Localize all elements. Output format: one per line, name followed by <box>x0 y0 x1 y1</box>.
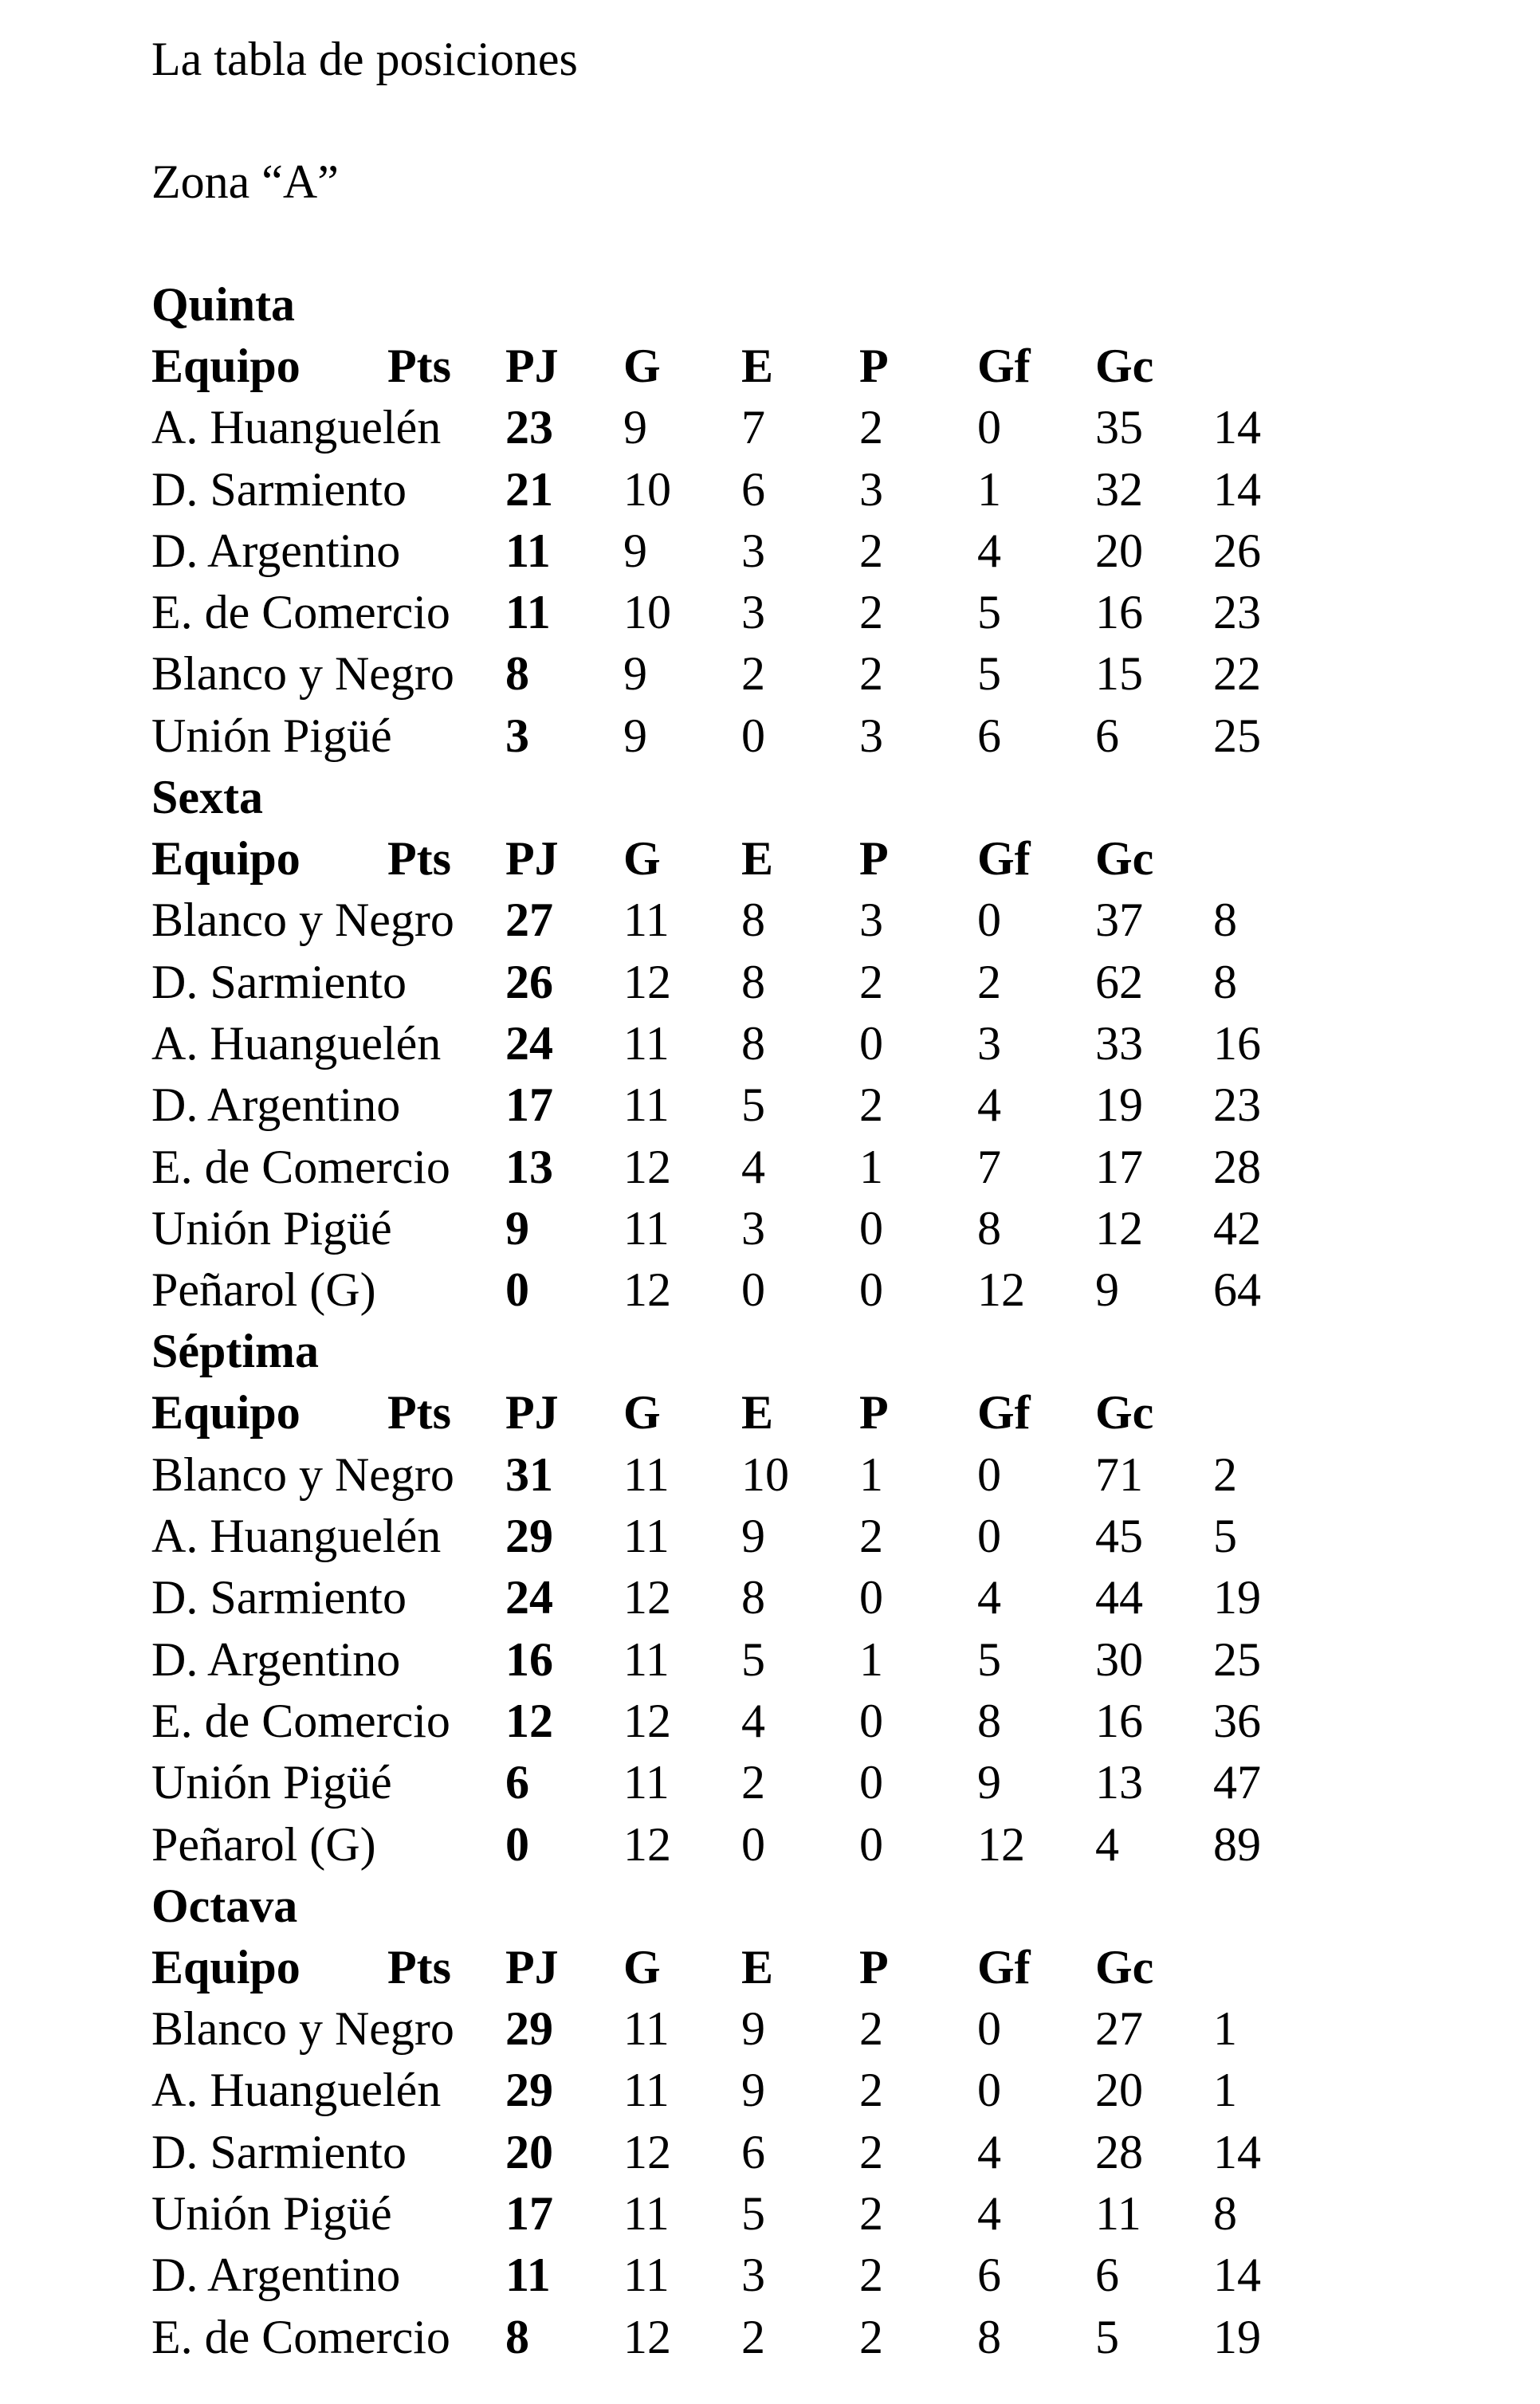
header-g: G <box>623 832 661 886</box>
header-e: E <box>741 1940 774 1994</box>
goals-for: 17 <box>1095 1140 1143 1193</box>
won: 5 <box>741 1632 765 1686</box>
table-row <box>151 520 1507 582</box>
lost: 2 <box>977 955 1001 1008</box>
goals-against: 25 <box>1213 1632 1261 1686</box>
played: 12 <box>623 2125 671 2178</box>
drawn: 2 <box>859 1078 883 1132</box>
drawn: 2 <box>859 955 883 1008</box>
played: 11 <box>623 1201 670 1255</box>
drawn: 2 <box>859 586 883 639</box>
points: 29 <box>505 2002 553 2056</box>
goals-for: 11 <box>1095 2187 1141 2241</box>
goals-against: 25 <box>1213 709 1261 762</box>
lost: 12 <box>977 1817 1025 1871</box>
points: 16 <box>505 1632 553 1686</box>
won: 6 <box>741 2125 765 2178</box>
lost: 0 <box>977 894 1001 947</box>
header-e: E <box>741 1386 774 1440</box>
table-row <box>151 1691 1507 1752</box>
header-p: P <box>859 1940 889 1994</box>
section-title: Sexta <box>151 771 263 824</box>
table-row <box>151 1137 1507 1198</box>
header-e: E <box>741 340 774 392</box>
goals-for: 71 <box>1095 1448 1143 1501</box>
goals-against: 8 <box>1213 2187 1237 2241</box>
won: 8 <box>741 894 765 947</box>
header-gc: Gc <box>1095 340 1154 392</box>
table-row <box>151 2060 1507 2121</box>
table-row <box>151 2183 1507 2245</box>
drawn: 3 <box>859 709 883 762</box>
won: 8 <box>741 1016 765 1070</box>
header-pts: Pts <box>387 1386 451 1440</box>
table-row <box>151 1074 1507 1136</box>
team-name: Blanco y Negro <box>151 647 454 701</box>
played: 12 <box>623 955 671 1008</box>
goals-against: 23 <box>1213 1078 1261 1132</box>
played: 12 <box>623 1817 671 1871</box>
lost: 6 <box>977 2249 1001 2302</box>
drawn: 1 <box>859 1140 883 1193</box>
table-row <box>151 1567 1507 1628</box>
won: 2 <box>741 647 765 701</box>
goals-for: 6 <box>1095 2249 1119 2302</box>
header-p: P <box>859 832 889 886</box>
points: 24 <box>505 1016 553 1070</box>
won: 5 <box>741 2187 765 2241</box>
goals-for: 9 <box>1095 1263 1119 1317</box>
goals-for: 28 <box>1095 2125 1143 2178</box>
points: 9 <box>505 1201 529 1255</box>
goals-for: 32 <box>1095 462 1143 516</box>
goals-against: 19 <box>1213 1571 1261 1624</box>
team-name: Unión Pigüé <box>151 2187 392 2241</box>
points: 0 <box>505 1263 529 1317</box>
goals-against: 2 <box>1213 1448 1237 1501</box>
goals-against: 26 <box>1213 524 1261 577</box>
header-e: E <box>741 832 774 886</box>
played: 9 <box>623 647 647 701</box>
table-row <box>151 643 1507 705</box>
team-name: Blanco y Negro <box>151 1448 454 1501</box>
played: 11 <box>623 1756 670 1809</box>
won: 7 <box>741 401 765 454</box>
lost: 4 <box>977 2187 1001 2241</box>
team-name: D. Sarmiento <box>151 462 407 516</box>
lost: 5 <box>977 647 1001 701</box>
goals-against: 16 <box>1213 1016 1261 1070</box>
lost: 4 <box>977 1571 1001 1624</box>
document-title: La tabla de posiciones <box>151 33 578 85</box>
won: 10 <box>741 1448 789 1501</box>
goals-for: 62 <box>1095 955 1143 1008</box>
team-name: A. Huanguelén <box>151 1016 442 1070</box>
drawn: 0 <box>859 1201 883 1255</box>
played: 9 <box>623 524 647 577</box>
drawn: 1 <box>859 1632 883 1686</box>
document-page <box>151 29 1507 2368</box>
header-g: G <box>623 340 661 392</box>
played: 12 <box>623 1140 671 1193</box>
header-equipo: Equipo <box>151 1386 301 1440</box>
points: 8 <box>505 2310 529 2363</box>
played: 12 <box>623 1694 671 1747</box>
drawn: 0 <box>859 1817 883 1871</box>
table-row <box>151 2245 1507 2306</box>
won: 8 <box>741 1571 765 1624</box>
played: 11 <box>623 894 670 947</box>
goals-against: 5 <box>1213 1510 1237 1563</box>
lost: 4 <box>977 524 1001 577</box>
lost: 4 <box>977 1078 1001 1132</box>
header-gc: Gc <box>1095 832 1154 886</box>
team-name: D. Sarmiento <box>151 2125 407 2178</box>
header-pj: PJ <box>505 832 559 886</box>
points: 11 <box>505 2249 551 2302</box>
played: 11 <box>623 1016 670 1070</box>
header-equipo: Equipo <box>151 1940 301 1994</box>
won: 3 <box>741 2249 765 2302</box>
team-name: Unión Pigüé <box>151 1201 392 1255</box>
lost: 5 <box>977 1632 1001 1686</box>
goals-for: 30 <box>1095 1632 1143 1686</box>
header-equipo: Equipo <box>151 340 301 392</box>
drawn: 2 <box>859 524 883 577</box>
points: 13 <box>505 1140 553 1193</box>
goals-for: 37 <box>1095 894 1143 947</box>
table-row <box>151 459 1507 520</box>
points: 12 <box>505 1694 553 1747</box>
zone-label: Zona “A” <box>151 155 339 208</box>
goals-for: 27 <box>1095 2002 1143 2056</box>
team-name: D. Argentino <box>151 524 401 577</box>
played: 11 <box>623 2249 670 2302</box>
points: 29 <box>505 2064 553 2117</box>
goals-against: 1 <box>1213 2064 1237 2117</box>
goals-for: 4 <box>1095 1817 1119 1871</box>
table-row <box>151 582 1507 643</box>
team-name: Unión Pigüé <box>151 1756 392 1809</box>
lost: 3 <box>977 1016 1001 1070</box>
played: 10 <box>623 462 671 516</box>
drawn: 3 <box>859 462 883 516</box>
table-row <box>151 952 1507 1013</box>
team-name: E. de Comercio <box>151 1694 450 1747</box>
points: 11 <box>505 586 551 639</box>
lost: 6 <box>977 709 1001 762</box>
goals-against: 14 <box>1213 462 1261 516</box>
drawn: 2 <box>859 2064 883 2117</box>
won: 3 <box>741 1201 765 1255</box>
lost: 4 <box>977 2125 1001 2178</box>
points: 27 <box>505 894 553 947</box>
header-gc: Gc <box>1095 1386 1154 1440</box>
table-row <box>151 397 1507 458</box>
points: 20 <box>505 2125 553 2178</box>
drawn: 0 <box>859 1263 883 1317</box>
goals-for: 20 <box>1095 2064 1143 2117</box>
team-name: Peñarol (G) <box>151 1817 376 1871</box>
section-title: Octava <box>151 1879 298 1932</box>
won: 8 <box>741 955 765 1008</box>
team-name: D. Sarmiento <box>151 1571 407 1624</box>
goals-against: 22 <box>1213 647 1261 701</box>
table-row <box>151 1629 1507 1691</box>
header-gf: Gf <box>977 340 1031 392</box>
header-gf: Gf <box>977 1940 1031 1994</box>
won: 9 <box>741 1510 765 1563</box>
team-name: Unión Pigüé <box>151 709 392 762</box>
lost: 1 <box>977 462 1001 516</box>
section-title: Quinta <box>151 278 296 331</box>
goals-for: 16 <box>1095 1694 1143 1747</box>
goals-for: 15 <box>1095 647 1143 701</box>
team-name: D. Argentino <box>151 1632 401 1686</box>
table-row <box>151 2307 1507 2368</box>
points: 6 <box>505 1756 529 1809</box>
drawn: 0 <box>859 1016 883 1070</box>
goals-for: 45 <box>1095 1510 1143 1563</box>
team-name: A. Huanguelén <box>151 2064 442 2117</box>
header-gc: Gc <box>1095 1940 1154 1994</box>
lost: 0 <box>977 401 1001 454</box>
points: 0 <box>505 1817 529 1871</box>
lost: 0 <box>977 2064 1001 2117</box>
played: 10 <box>623 586 671 639</box>
goals-for: 6 <box>1095 709 1119 762</box>
goals-against: 23 <box>1213 586 1261 639</box>
played: 12 <box>623 1263 671 1317</box>
points: 3 <box>505 709 529 762</box>
points: 26 <box>505 955 553 1008</box>
header-equipo: Equipo <box>151 832 301 886</box>
won: 3 <box>741 524 765 577</box>
drawn: 2 <box>859 2187 883 2241</box>
goals-against: 42 <box>1213 1201 1261 1255</box>
goals-against: 1 <box>1213 2002 1237 2056</box>
played: 12 <box>623 1571 671 1624</box>
goals-for: 35 <box>1095 401 1143 454</box>
team-name: A. Huanguelén <box>151 401 442 454</box>
points: 23 <box>505 401 553 454</box>
drawn: 0 <box>859 1694 883 1747</box>
won: 4 <box>741 1140 765 1193</box>
table-row <box>151 1506 1507 1567</box>
played: 11 <box>623 2002 670 2056</box>
goals-for: 16 <box>1095 586 1143 639</box>
won: 5 <box>741 1078 765 1132</box>
won: 6 <box>741 462 765 516</box>
won: 2 <box>741 2310 765 2363</box>
header-pj: PJ <box>505 340 559 392</box>
team-name: A. Huanguelén <box>151 1510 442 1563</box>
table-row <box>151 2122 1507 2183</box>
goals-against: 19 <box>1213 2310 1261 2363</box>
won: 3 <box>741 586 765 639</box>
drawn: 2 <box>859 2249 883 2302</box>
goals-against: 47 <box>1213 1756 1261 1809</box>
team-name: D. Argentino <box>151 2249 401 2302</box>
played: 11 <box>623 1448 670 1501</box>
header-g: G <box>623 1386 661 1440</box>
table-header-row <box>151 336 1507 397</box>
section-title: Séptima <box>151 1325 319 1378</box>
points: 21 <box>505 462 553 516</box>
goals-against: 8 <box>1213 894 1237 947</box>
team-name: D. Sarmiento <box>151 955 407 1008</box>
points: 31 <box>505 1448 553 1501</box>
header-pts: Pts <box>387 340 451 392</box>
goals-against: 89 <box>1213 1817 1261 1871</box>
table-header-row <box>151 828 1507 890</box>
team-name: D. Argentino <box>151 1078 401 1132</box>
won: 0 <box>741 1817 765 1871</box>
goals-against: 64 <box>1213 1263 1261 1317</box>
goals-against: 28 <box>1213 1140 1261 1193</box>
goals-for: 33 <box>1095 1016 1143 1070</box>
table-header-row <box>151 1937 1507 1998</box>
lost: 12 <box>977 1263 1025 1317</box>
points: 8 <box>505 647 529 701</box>
played: 11 <box>623 1510 670 1563</box>
lost: 7 <box>977 1140 1001 1193</box>
won: 4 <box>741 1694 765 1747</box>
points: 29 <box>505 1510 553 1563</box>
drawn: 0 <box>859 1756 883 1809</box>
table-row <box>151 1998 1507 2060</box>
goals-against: 36 <box>1213 1694 1261 1747</box>
played: 11 <box>623 2064 670 2117</box>
team-name: Blanco y Negro <box>151 894 454 947</box>
table-row <box>151 1752 1507 1813</box>
lost: 0 <box>977 1448 1001 1501</box>
goals-against: 8 <box>1213 955 1237 1008</box>
goals-for: 20 <box>1095 524 1143 577</box>
drawn: 2 <box>859 1510 883 1563</box>
lost: 5 <box>977 586 1001 639</box>
table-row <box>151 1444 1507 1506</box>
points: 24 <box>505 1571 553 1624</box>
standings-sections <box>151 274 1507 2368</box>
team-name: Blanco y Negro <box>151 2002 454 2056</box>
lost: 9 <box>977 1756 1001 1809</box>
header-p: P <box>859 1386 889 1440</box>
drawn: 0 <box>859 1571 883 1624</box>
table-header-row <box>151 1382 1507 1444</box>
goals-against: 14 <box>1213 401 1261 454</box>
header-pj: PJ <box>505 1940 559 1994</box>
points: 11 <box>505 524 551 577</box>
goals-against: 14 <box>1213 2125 1261 2178</box>
played: 9 <box>623 709 647 762</box>
won: 0 <box>741 1263 765 1317</box>
goals-for: 12 <box>1095 1201 1143 1255</box>
lost: 8 <box>977 2310 1001 2363</box>
won: 2 <box>741 1756 765 1809</box>
drawn: 1 <box>859 1448 883 1501</box>
standings-section-sexta <box>151 767 1507 1321</box>
lost: 0 <box>977 1510 1001 1563</box>
goals-for: 44 <box>1095 1571 1143 1624</box>
team-name: E. de Comercio <box>151 1140 450 1193</box>
team-name: E. de Comercio <box>151 586 450 639</box>
played: 9 <box>623 401 647 454</box>
header-pts: Pts <box>387 1940 451 1994</box>
drawn: 3 <box>859 894 883 947</box>
goals-for: 13 <box>1095 1756 1143 1809</box>
lost: 0 <box>977 2002 1001 2056</box>
goals-against: 14 <box>1213 2249 1261 2302</box>
table-row <box>151 890 1507 951</box>
header-p: P <box>859 340 889 392</box>
played: 12 <box>623 2310 671 2363</box>
points: 17 <box>505 2187 553 2241</box>
standings-section-octava <box>151 1876 1507 2368</box>
header-pts: Pts <box>387 832 451 886</box>
table-row <box>151 1013 1507 1074</box>
standings-section-quinta <box>151 274 1507 767</box>
table-row <box>151 1259 1507 1321</box>
team-name: E. de Comercio <box>151 2310 450 2363</box>
table-row <box>151 705 1507 767</box>
table-row <box>151 1198 1507 1259</box>
table-row <box>151 1814 1507 1876</box>
standings-section-septima <box>151 1321 1507 1875</box>
drawn: 2 <box>859 2310 883 2363</box>
played: 11 <box>623 2187 670 2241</box>
header-gf: Gf <box>977 1386 1031 1440</box>
drawn: 2 <box>859 2125 883 2178</box>
points: 17 <box>505 1078 553 1132</box>
won: 9 <box>741 2002 765 2056</box>
team-name: Peñarol (G) <box>151 1263 376 1317</box>
goals-for: 19 <box>1095 1078 1143 1132</box>
drawn: 2 <box>859 401 883 454</box>
goals-for: 5 <box>1095 2310 1119 2363</box>
drawn: 2 <box>859 647 883 701</box>
won: 9 <box>741 2064 765 2117</box>
won: 0 <box>741 709 765 762</box>
played: 11 <box>623 1078 670 1132</box>
header-gf: Gf <box>977 832 1031 886</box>
lost: 8 <box>977 1694 1001 1747</box>
header-g: G <box>623 1940 661 1994</box>
drawn: 2 <box>859 2002 883 2056</box>
lost: 8 <box>977 1201 1001 1255</box>
header-pj: PJ <box>505 1386 559 1440</box>
played: 11 <box>623 1632 670 1686</box>
